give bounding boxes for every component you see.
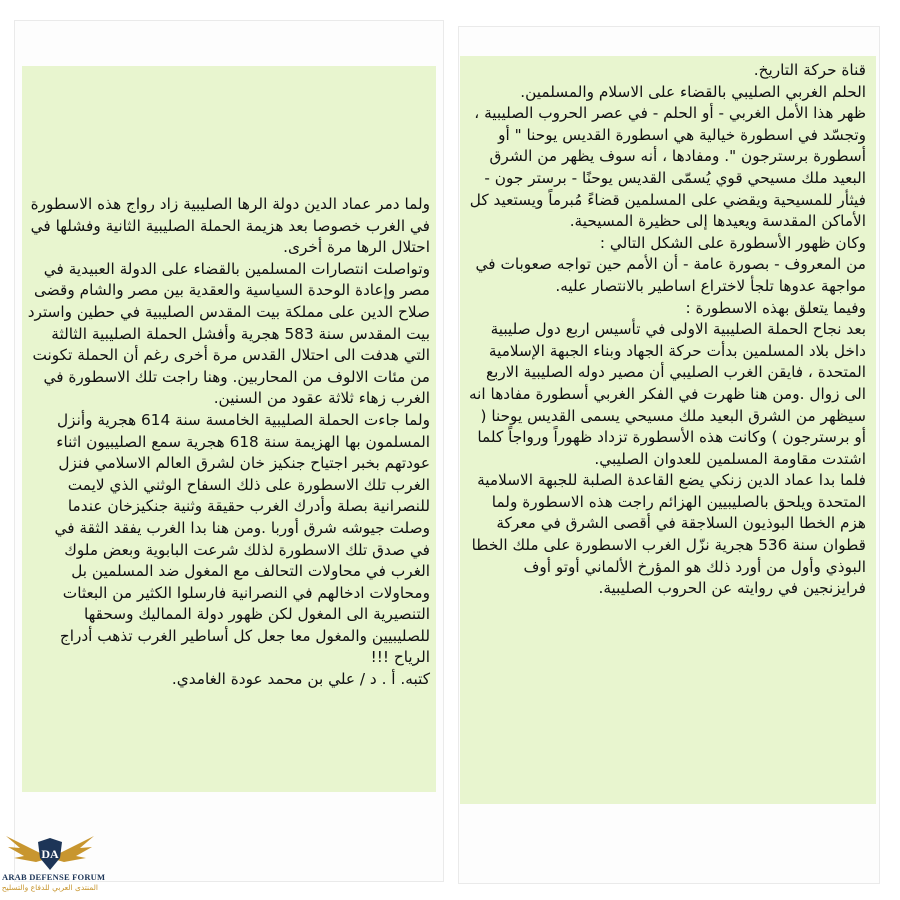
blank-area [26, 66, 430, 194]
svg-text:DA: DA [41, 847, 59, 861]
article-title: الحلم الغربي الصليبي بالقضاء على الاسلام والمسلمين. [520, 82, 866, 101]
eagle-emblem-icon [2, 828, 98, 874]
forum-subtitle: المنتدى العربي للدفاع والتسليح [1, 883, 98, 892]
paragraph: في صدق تلك الاسطورة لذلك شرعت البابوية وبعض ملوك الغرب في محاولات التحالف مع المغول ضد المسلمين بل ومحاولات ادخالهم في النصرانية فارسلوا الكثير من البعثات التنصيرية الى المغول لكن ظهور دولة المماليك وسحقها للصليبيين والمغول معا جعل كل أساطير الغرب تذهب أدراج الرياح !!! [59, 540, 430, 667]
paragraph: ولما دمر عماد الدين دولة الرها الصليبية زاد رواج هذه الاسطورة في الغرب خصوصا بعد هزيمة الحملة الصليبية الثانية وفشلها في احتلال الرها مرة أخرى. [30, 195, 430, 257]
right-text-column [460, 56, 876, 804]
paragraph: وتواصلت انتصارات المسلمين بالقضاء على الدولة العبيدية في مصر وإعادة الوحدة السياسية والعقدية بين مصر والشام وقضى صلاح الدين على مملكة بيت المقدس الصليبية في حطين واسترد بيت المقدس سنة 583 هجرية وأفشل الحملة الصليبية الثالثة التي هدفت الى احتلال القدس مرة أخرى رغم أن الحملة تكونت من مئات الالوف من المحاربين. وهنا راجت تلك الاسطورة في الغرب زهاء ثلاثة عقود من السنين. [27, 259, 430, 408]
paragraph: وفيما يتعلق بهذه الاسطورة : [685, 298, 866, 317]
paragraph: ظهر هذا الأمل الغربي - أو الحلم - في عصر الحروب الصليبية ، وتجسّد في اسطورة خيالية هي اسطورة القديس يوحنا " أو أسطورة برسترجون ". ومفادها ، أنه سوف يظهر من الشرق البعيد ملك مسيحي قوي يُسمّى القديس يوحنًا - برستر جون - فيثأر للمسيحية ويقضي على المسلمين قضاءً مُبرماً ويستعيد كل الأماكن المقدسة ويعيدها إلى حظيرة المسيحية. [469, 104, 866, 231]
left-text-column [22, 66, 436, 792]
paragraph: وكان ظهور الأسطورة على الشكل التالي : [599, 233, 866, 252]
paragraph: فلما بدا عماد الدين زنكي يضع القاعدة الصلبة للجبهة الاسلامية المتحدة ويلحق بالصليبيين الهزائم راجت هذه الاسطورة ولما هزم الخطا البوذيون السلاجقة في أقصى الشرق في معركة قطوان سنة 536 هجرية نزّل الغرب الاسطورة على ملك الخطا البوذي وأول من أورد ذلك هو المؤرخ الألماني أوتو أوف فرايزنجين في روايته عن الحروب الصليبية. [471, 471, 866, 598]
author-signature: كتبه. أ . د / علي بن محمد عودة الغامدي. [171, 670, 430, 689]
forum-title: ARAB DEFENSE FORUM [2, 872, 106, 882]
paragraph: ولما جاءت الحملة الصليبية الخامسة سنة 614 هجرية وأنزل المسلمون بها الهزيمة سنة 618 هجرية سمع الصليبيون اثناء عودتهم بخبر اجتياح جنكيز خان لشرق العالم الاسلامي فنزل الغرب تلك الاسطورة على ذلك السفاح الوثني الذي لايمت للنصرانية بصلة وأدرك الغرب حقيقة وثنية جنكيزخان عندما وصلت جيوشه شرق أوربا .ومن هنا بدا الغرب يفقد الثقة في [54, 410, 430, 537]
channel-name: قناة حركة التاريخ. [753, 61, 866, 79]
paragraph: من المعروف - بصورة عامة - أن الأمم حين تواجه صعوبات في مواجهة عدوها تلجأ لاختراع اساطير بالانتصار عليه. [475, 255, 866, 295]
paragraph: بعد نجاح الحملة الصليبية الاولى في تأسيس اربع دول صليبية داخل بلاد المسلمين بدأت حركة الجهاد وبناء الجبهة الإسلامية المتحدة ، فايقن الغرب الصليبي أن مصير دوله الصليبية الاربع الى زوال .ومن هنا ظهرت في الفكر الغربي أسطورة مفادها انه سيظهر من الشرق البعيد ملك مسيحي يسمى القديس يوحنا ( أو برسترجون ) وكانت هذه الأسطورة تزداد ظهوراً ورواجاً كلما اشتدت مقاومة المسلمين للعدوان الصليبي. [468, 320, 866, 468]
forum-watermark-logo [1, 828, 106, 896]
